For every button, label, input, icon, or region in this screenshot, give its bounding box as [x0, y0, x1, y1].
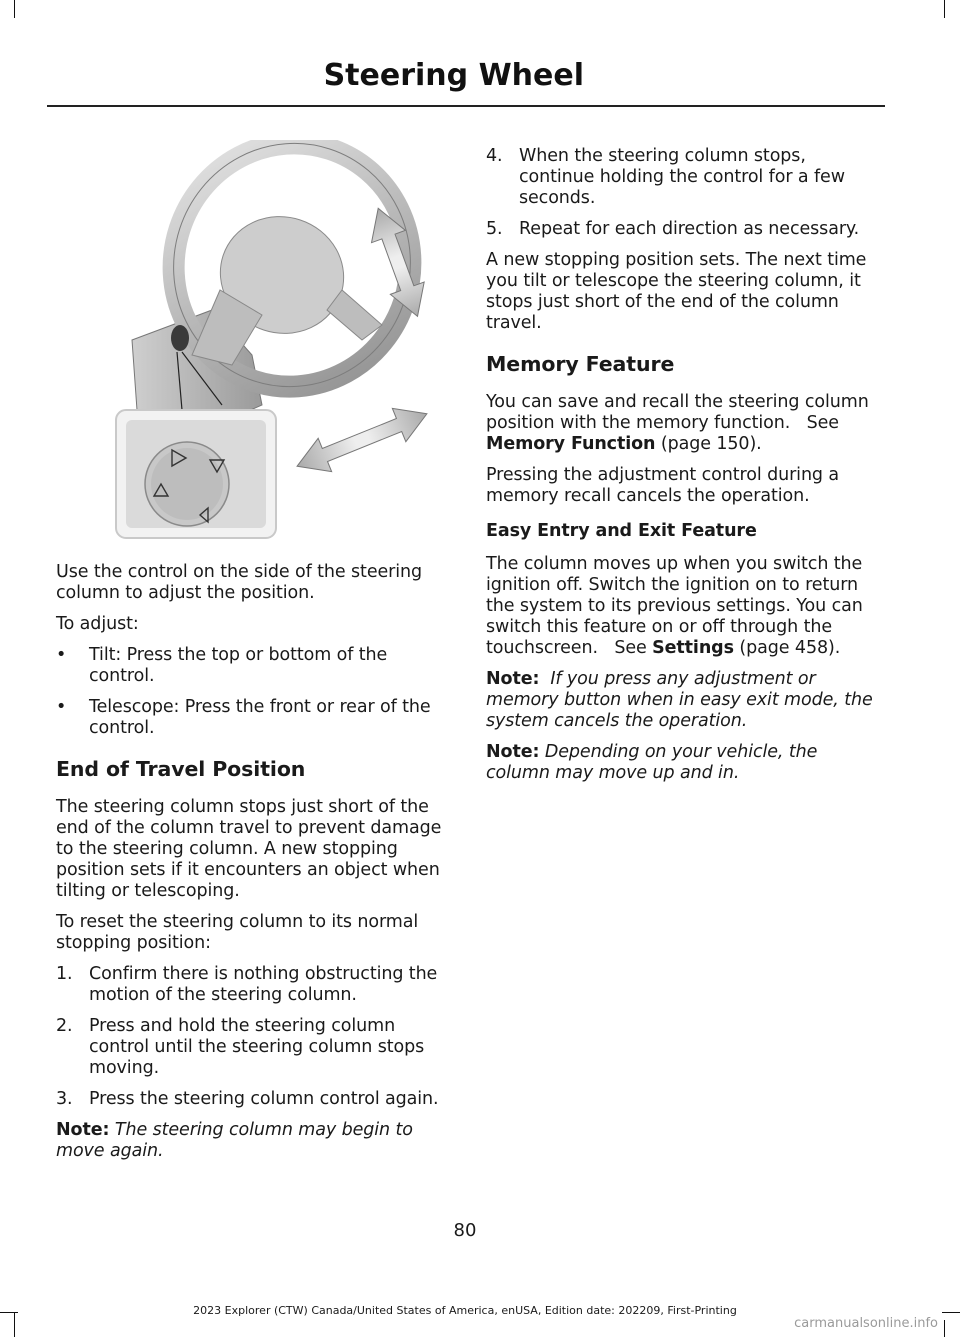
steering-wheel-illustration	[112, 140, 452, 547]
crop-mark-bottom-right	[942, 1312, 960, 1313]
footer-edition-text: 2023 Explorer (CTW) Canada/United States of America, enUSA, Edition date: 202209, First-Printing	[193, 1304, 737, 1317]
note-text: If you press any adjustment or memory button when in easy exit mode, the system cancels the operation.	[486, 669, 873, 731]
crop-mark-top-left	[14, 0, 15, 18]
step-number: 4.	[486, 146, 503, 166]
settings-link[interactable]: Settings	[652, 638, 734, 658]
left-column	[56, 140, 448, 1172]
list-item	[486, 219, 882, 240]
subsection-heading-easy-entry: Easy Entry and Exit Feature	[486, 521, 757, 541]
reset-steps-list	[56, 964, 448, 1110]
see-text: See	[614, 638, 647, 658]
bullet-text: Tilt: Press the top or bottom of the control.	[89, 645, 388, 686]
memory-function-link[interactable]: Memory Function	[486, 434, 656, 454]
bullet-mark: •	[56, 697, 67, 717]
page-number: 80	[453, 1220, 477, 1241]
list-item	[56, 1016, 448, 1079]
section-heading-end-of-travel: End of Travel Position	[56, 757, 306, 781]
list-item	[486, 146, 882, 209]
bullet-mark: •	[56, 645, 67, 665]
note-label: Note:	[56, 1120, 110, 1140]
list-item	[56, 1089, 448, 1110]
continued-steps-list	[486, 146, 882, 240]
right-column	[486, 146, 882, 794]
list-item	[56, 645, 448, 687]
note-label: Note:	[486, 742, 540, 762]
bullet-text: Telescope: Press the front or rear of the control.	[89, 697, 431, 738]
step-number: 3.	[56, 1089, 73, 1109]
end-of-travel-paragraph: The steering column stops just short of the end of the column travel to prevent damage to the steering column. A new stopping position sets if it encounters an object when tilting or telescoping.	[56, 797, 442, 901]
list-item	[56, 697, 448, 739]
reset-intro-paragraph: To reset the steering column to its normal stopping position:	[56, 912, 419, 953]
step-text: Repeat for each direction as necessary.	[519, 219, 860, 239]
easy-entry-text: The column moves up when you switch the ignition off. Switch the ignition on to return the system to its previous settings. You can switch this feature on or off through the touchscreen.	[486, 554, 863, 658]
new-stop-paragraph: A new stopping position sets. The next time you tilt or telescope the steering column, it stops just short of the end of the column travel.	[486, 250, 867, 333]
header-divider	[47, 105, 885, 107]
section-heading-memory-feature: Memory Feature	[486, 352, 675, 376]
see-text: See	[806, 413, 839, 433]
list-item	[56, 964, 448, 1006]
step-text: Press and hold the steering column control until the steering column stops moving.	[89, 1016, 425, 1078]
crop-mark-top-right	[944, 0, 945, 18]
step-text: Press the steering column control again.	[89, 1089, 439, 1109]
to-adjust-label: To adjust:	[56, 614, 139, 634]
note-paragraph	[486, 742, 882, 784]
memory-text: You can save and recall the steering column position with the memory function.	[486, 392, 869, 433]
crop-mark-bottom-right-v	[944, 1320, 945, 1337]
step-number: 2.	[56, 1016, 73, 1036]
settings-page-ref: (page 458).	[739, 638, 841, 658]
note-paragraph	[486, 669, 882, 732]
memory-cancel-paragraph: Pressing the adjustment control during a memory recall cancels the operation.	[486, 465, 840, 506]
note-label: Note:	[486, 669, 540, 689]
note-text: The steering column may begin to move again.	[56, 1120, 413, 1161]
step-number: 5.	[486, 219, 503, 239]
page-title: Steering Wheel	[323, 58, 584, 93]
steering-wheel-figure	[112, 140, 452, 547]
note-text: Depending on your vehicle, the column may move up and in.	[486, 742, 818, 783]
easy-entry-paragraph	[486, 554, 882, 659]
memory-paragraph	[486, 392, 882, 455]
step-number: 1.	[56, 964, 73, 984]
memory-page-ref: (page 150).	[660, 434, 762, 454]
intro-paragraph: Use the control on the side of the steering column to adjust the position.	[56, 562, 423, 603]
note-paragraph	[56, 1120, 448, 1162]
watermark: carmanualsonline.info	[794, 1316, 938, 1331]
adjust-bullet-list	[56, 645, 448, 739]
step-text: When the steering column stops, continue holding the control for a few seconds.	[519, 146, 845, 208]
step-text: Confirm there is nothing obstructing the motion of the steering column.	[89, 964, 438, 1005]
